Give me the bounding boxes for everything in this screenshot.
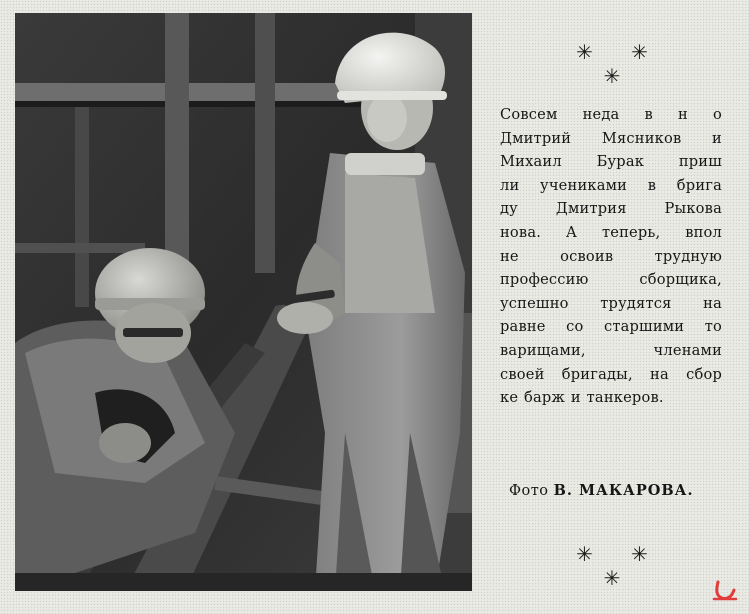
caption-line: своей бригады, на сбор bbox=[500, 365, 722, 383]
caption-line: успешно трудятся на bbox=[500, 294, 722, 312]
decorative-stars-top: ✳ ✳ ✳ bbox=[576, 40, 664, 88]
caption-line: не освоив трудную bbox=[500, 247, 722, 265]
photo-credit-prefix: Фото bbox=[509, 483, 549, 499]
caption-line: ли учениками в брига bbox=[500, 176, 722, 194]
caption-line: профессию сборщика, bbox=[500, 271, 722, 289]
photo-caption bbox=[500, 103, 722, 410]
caption-line: Совсем неда в н о bbox=[500, 106, 722, 123]
caption-line: варищами, членами bbox=[500, 341, 722, 359]
caption-line: ду Дмитрия Рыкова bbox=[500, 200, 722, 218]
photo-illustration bbox=[15, 13, 472, 591]
photo-credit bbox=[509, 482, 724, 499]
caption-line: нова. А теперь, впол bbox=[500, 223, 722, 241]
caption-line: ке барж и танкеров. bbox=[500, 389, 664, 407]
caption-line: Михаил Бурак приш bbox=[500, 153, 722, 171]
caption-line: Дмитрий Мясников и bbox=[500, 129, 722, 147]
decorative-stars-bottom: ✳ ✳ ✳ bbox=[576, 542, 664, 590]
red-scribble-icon bbox=[712, 578, 738, 604]
photo-two-workers bbox=[15, 13, 472, 591]
photo-credit-author: В. МАКАРОВА. bbox=[553, 482, 694, 499]
caption-line: равне со старшими то bbox=[500, 318, 722, 336]
